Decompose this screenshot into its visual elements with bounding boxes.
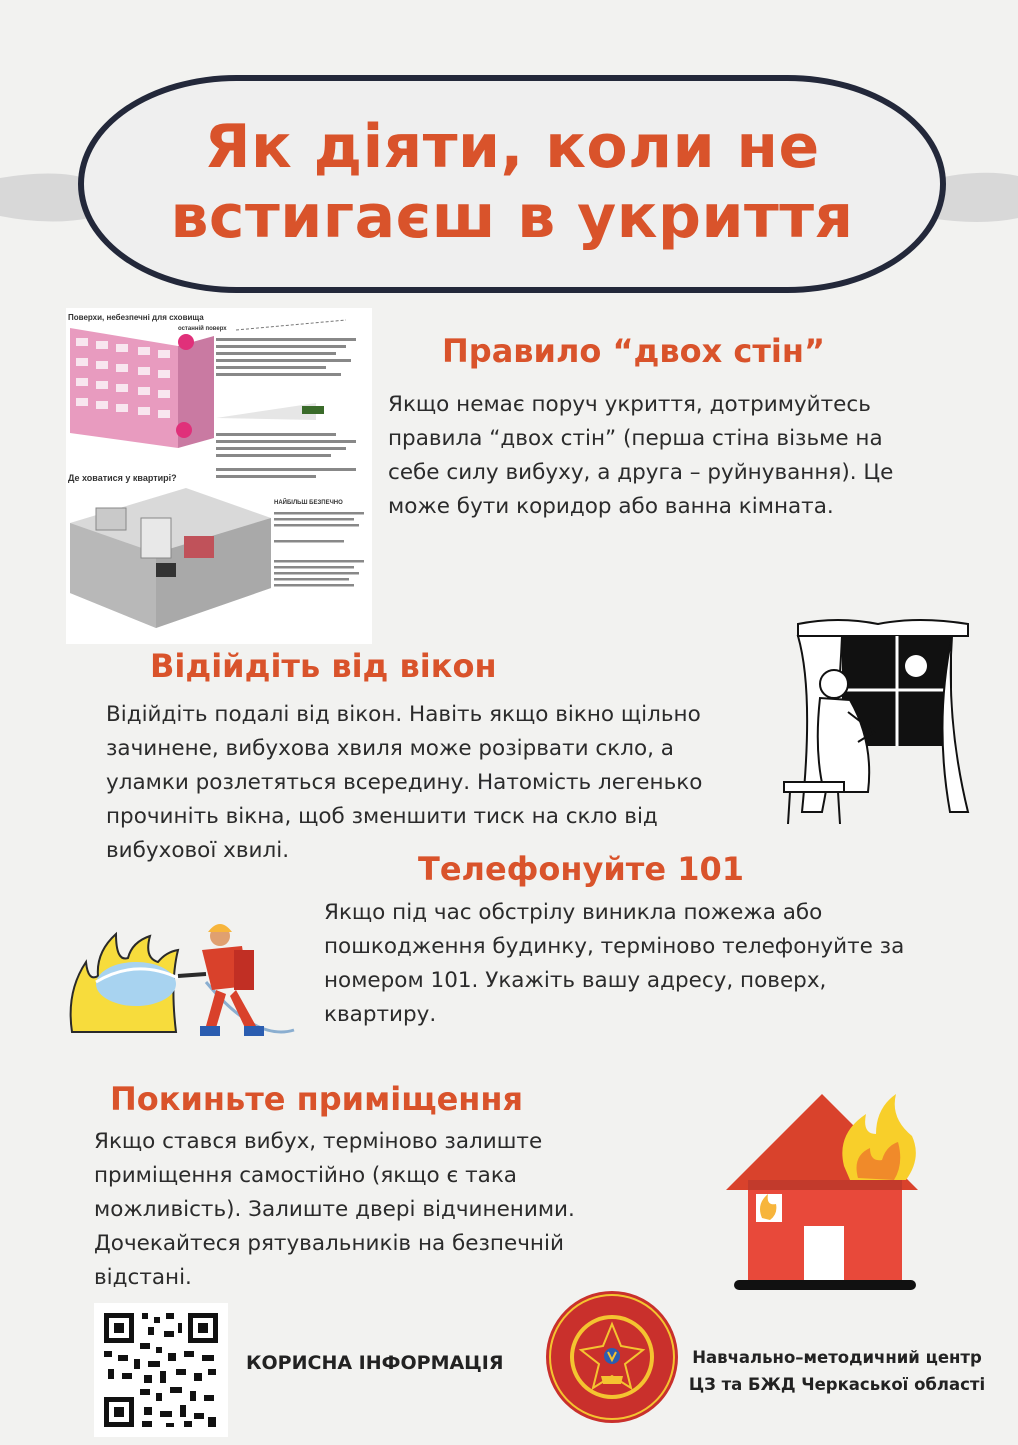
text-line: правила “двох стін” (перша стіна візьме на xyxy=(388,426,883,451)
useful-info-label: КОРИСНА ІНФОРМАЦІЯ xyxy=(246,1352,504,1374)
title-line-2: встигаєш в укриття xyxy=(170,182,854,252)
infographic-floor-label: останній поверх xyxy=(178,326,227,332)
two-walls-text xyxy=(388,388,893,524)
text-line: відстані. xyxy=(94,1265,192,1290)
organization-name xyxy=(682,1344,992,1398)
text-line: вибухової хвилі. xyxy=(106,838,290,863)
firefighter-illustration xyxy=(66,922,300,1052)
text-line: номером 101. Укажіть вашу адресу, поверх, xyxy=(324,968,827,993)
qr-code[interactable] xyxy=(94,1303,228,1437)
shelter-infographic xyxy=(66,308,372,644)
text-line: приміщення самостійно (якщо є така xyxy=(94,1163,517,1188)
leave-text xyxy=(94,1125,575,1295)
text-line: Відійдіть подалі від вікон. Навіть якщо вікно щільно xyxy=(106,702,701,727)
text-line: уламки розлетяться всередину. Натомість легенько xyxy=(106,770,703,795)
text-line: себе силу вибуху, а друга – руйнування). Це xyxy=(388,460,894,485)
qr-code-icon xyxy=(94,1303,228,1437)
text-line: зачинене, вибухова хвиля може розірвати скло, а xyxy=(106,736,674,761)
text-line: можливість). Залиште двері відчиненими. xyxy=(94,1197,575,1222)
call-heading: Телефонуйте 101 xyxy=(418,850,744,888)
text-line: пошкодження будинку, терміново телефонуйте за xyxy=(324,934,905,959)
window-girl-illustration xyxy=(778,612,982,826)
windows-text xyxy=(106,698,702,868)
windows-heading: Відійдіть від вікон xyxy=(150,647,497,685)
infographic-top-label: Поверхи, небезпечні для сховища xyxy=(68,313,204,322)
organization-emblem-icon xyxy=(543,1288,681,1426)
leave-heading: Покиньте приміщення xyxy=(110,1080,524,1118)
call-text xyxy=(324,896,904,1032)
infographic-drawing xyxy=(66,308,372,644)
text-line: Якщо немає поруч укриття, дотримуйтесь xyxy=(388,392,871,417)
organization-line-2: ЦЗ та БЖД Черкаської області xyxy=(688,1375,986,1394)
burning-house-illustration xyxy=(726,1094,922,1294)
text-line: може бути коридор або ванна кімната. xyxy=(388,494,834,519)
text-line: квартиру. xyxy=(324,1002,437,1027)
two-walls-heading: Правило “двох стін” xyxy=(442,332,826,370)
infographic-bottom-label: Де ховатися у квартирі? xyxy=(68,473,177,483)
infographic-safe-label: НАЙБІЛЬШ БЕЗПЕЧНО xyxy=(274,500,343,506)
text-line: Якщо під час обстрілу виникла пожежа або xyxy=(324,900,823,925)
text-line: Дочекайтеся рятувальників на безпечній xyxy=(94,1231,564,1256)
page-title xyxy=(78,112,946,252)
text-line: Якщо стався вибух, терміново залиште xyxy=(94,1129,543,1154)
title-line-1: Як діяти, коли не xyxy=(204,112,820,182)
organization-line-1: Навчально–методичний центр xyxy=(692,1348,982,1367)
text-line: прочиніть вікна, щоб зменшити тиск на скло від xyxy=(106,804,658,829)
